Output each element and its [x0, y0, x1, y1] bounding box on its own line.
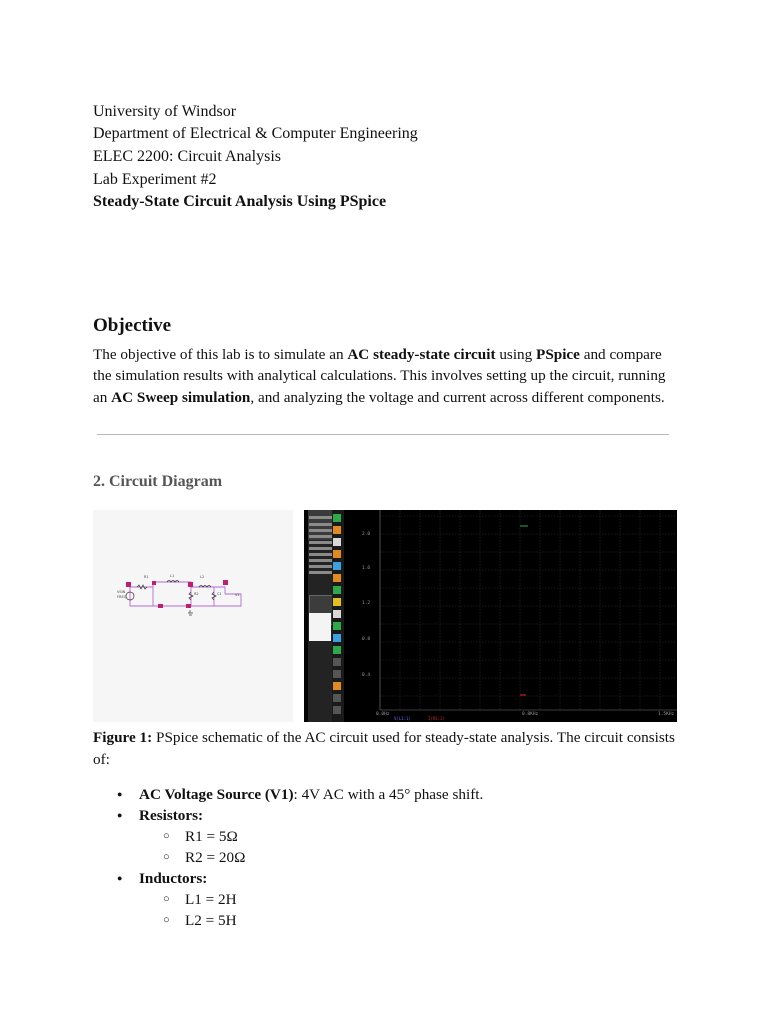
source-text: : 4V AC with a 45° phase shift.: [293, 786, 484, 803]
svg-text:R2: R2: [194, 592, 199, 596]
figure-caption-label: Figure 1:: [93, 729, 153, 746]
svg-text:R1: R1: [144, 575, 149, 579]
objective-heading: Objective: [93, 315, 172, 336]
circuit-schematic-image: [93, 510, 293, 722]
y-tick-label: 1.2: [362, 601, 371, 606]
y-tick-label: 0.8: [362, 637, 371, 642]
resistors-sublist: [139, 826, 483, 868]
university-name: University of Windsor: [93, 103, 237, 120]
course-name: ELEC 2200: Circuit Analysis: [93, 148, 281, 165]
inductor-l1: ○ L1 = 2H: [139, 889, 483, 910]
objective-text-3: and compare the simulation results with analytical calculations. This involves setting up the circuit, running an: [93, 346, 666, 406]
source-label: AC Voltage Source (V1): [139, 786, 294, 803]
schematic-drawing: [93, 510, 293, 722]
objective-text-4: , and analyzing the voltage and current across different components.: [250, 388, 665, 406]
list-item-inductors: [93, 868, 483, 931]
inductor-l2: ○ L2 = 5H: [139, 910, 483, 931]
objective-paragraph: [93, 333, 683, 408]
inductors-sublist: [139, 889, 483, 931]
svg-text:L1: L1: [170, 574, 175, 578]
pspice-screenshot: [296, 510, 677, 722]
objective-text-2: using: [495, 346, 537, 363]
circuit-diagram-heading: 2. Circuit Diagram: [93, 473, 223, 490]
document-title: Steady-State Circuit Analysis Using PSpice: [93, 193, 387, 210]
inductors-label: Inductors:: [139, 870, 208, 887]
figure-caption-text: PSpice schematic of the AC circuit used for steady-state analysis. The circuit consists of:: [93, 729, 675, 768]
y-tick-label: 2.0: [362, 532, 371, 537]
lab-number: Lab Experiment #2: [93, 171, 217, 188]
list-item-resistors: [93, 805, 483, 868]
svg-text:V2: V2: [235, 593, 240, 597]
svg-text:VSIN: VSIN: [117, 590, 126, 594]
resistor-r2: ○ R2 = 20Ω: [139, 847, 483, 868]
toolbar-icons: [332, 510, 344, 722]
x-tick-label: 1.5KHz: [658, 712, 675, 717]
y-tick-label: 0.4: [362, 673, 371, 678]
objective-bold-3: AC Sweep simulation: [111, 388, 251, 406]
objective-text-1: The objective of this lab is to simulate an: [93, 346, 348, 363]
list-item-source: [93, 784, 483, 805]
part-properties-box: [309, 613, 331, 641]
x-tick-label: 0.8KHz: [522, 712, 539, 717]
pspice-left-margin: [296, 510, 304, 722]
simulation-plot: [344, 510, 677, 722]
svg-text:L2: L2: [200, 575, 205, 579]
plot-legend-trace: V(L1:1): [394, 716, 411, 721]
y-tick-label: 1.6: [362, 566, 371, 571]
resistor-r1: ○ R1 = 5Ω: [139, 826, 483, 847]
resistors-label: Resistors:: [139, 807, 204, 824]
svg-text:C1: C1: [217, 592, 222, 596]
components-list: [93, 784, 483, 931]
objective-bold-2: PSpice: [536, 346, 580, 363]
x-tick-label: 0.0Hz: [376, 712, 390, 717]
section-divider: [97, 434, 669, 435]
plot-legend-trace-red: I(R1:1): [428, 716, 445, 721]
objective-bold-1: AC steady-state circuit: [347, 346, 496, 363]
department-name: Department of Electrical & Computer Engineering: [93, 125, 418, 142]
figure-caption: [93, 727, 683, 770]
svg-text:FREQ: FREQ: [117, 595, 127, 599]
